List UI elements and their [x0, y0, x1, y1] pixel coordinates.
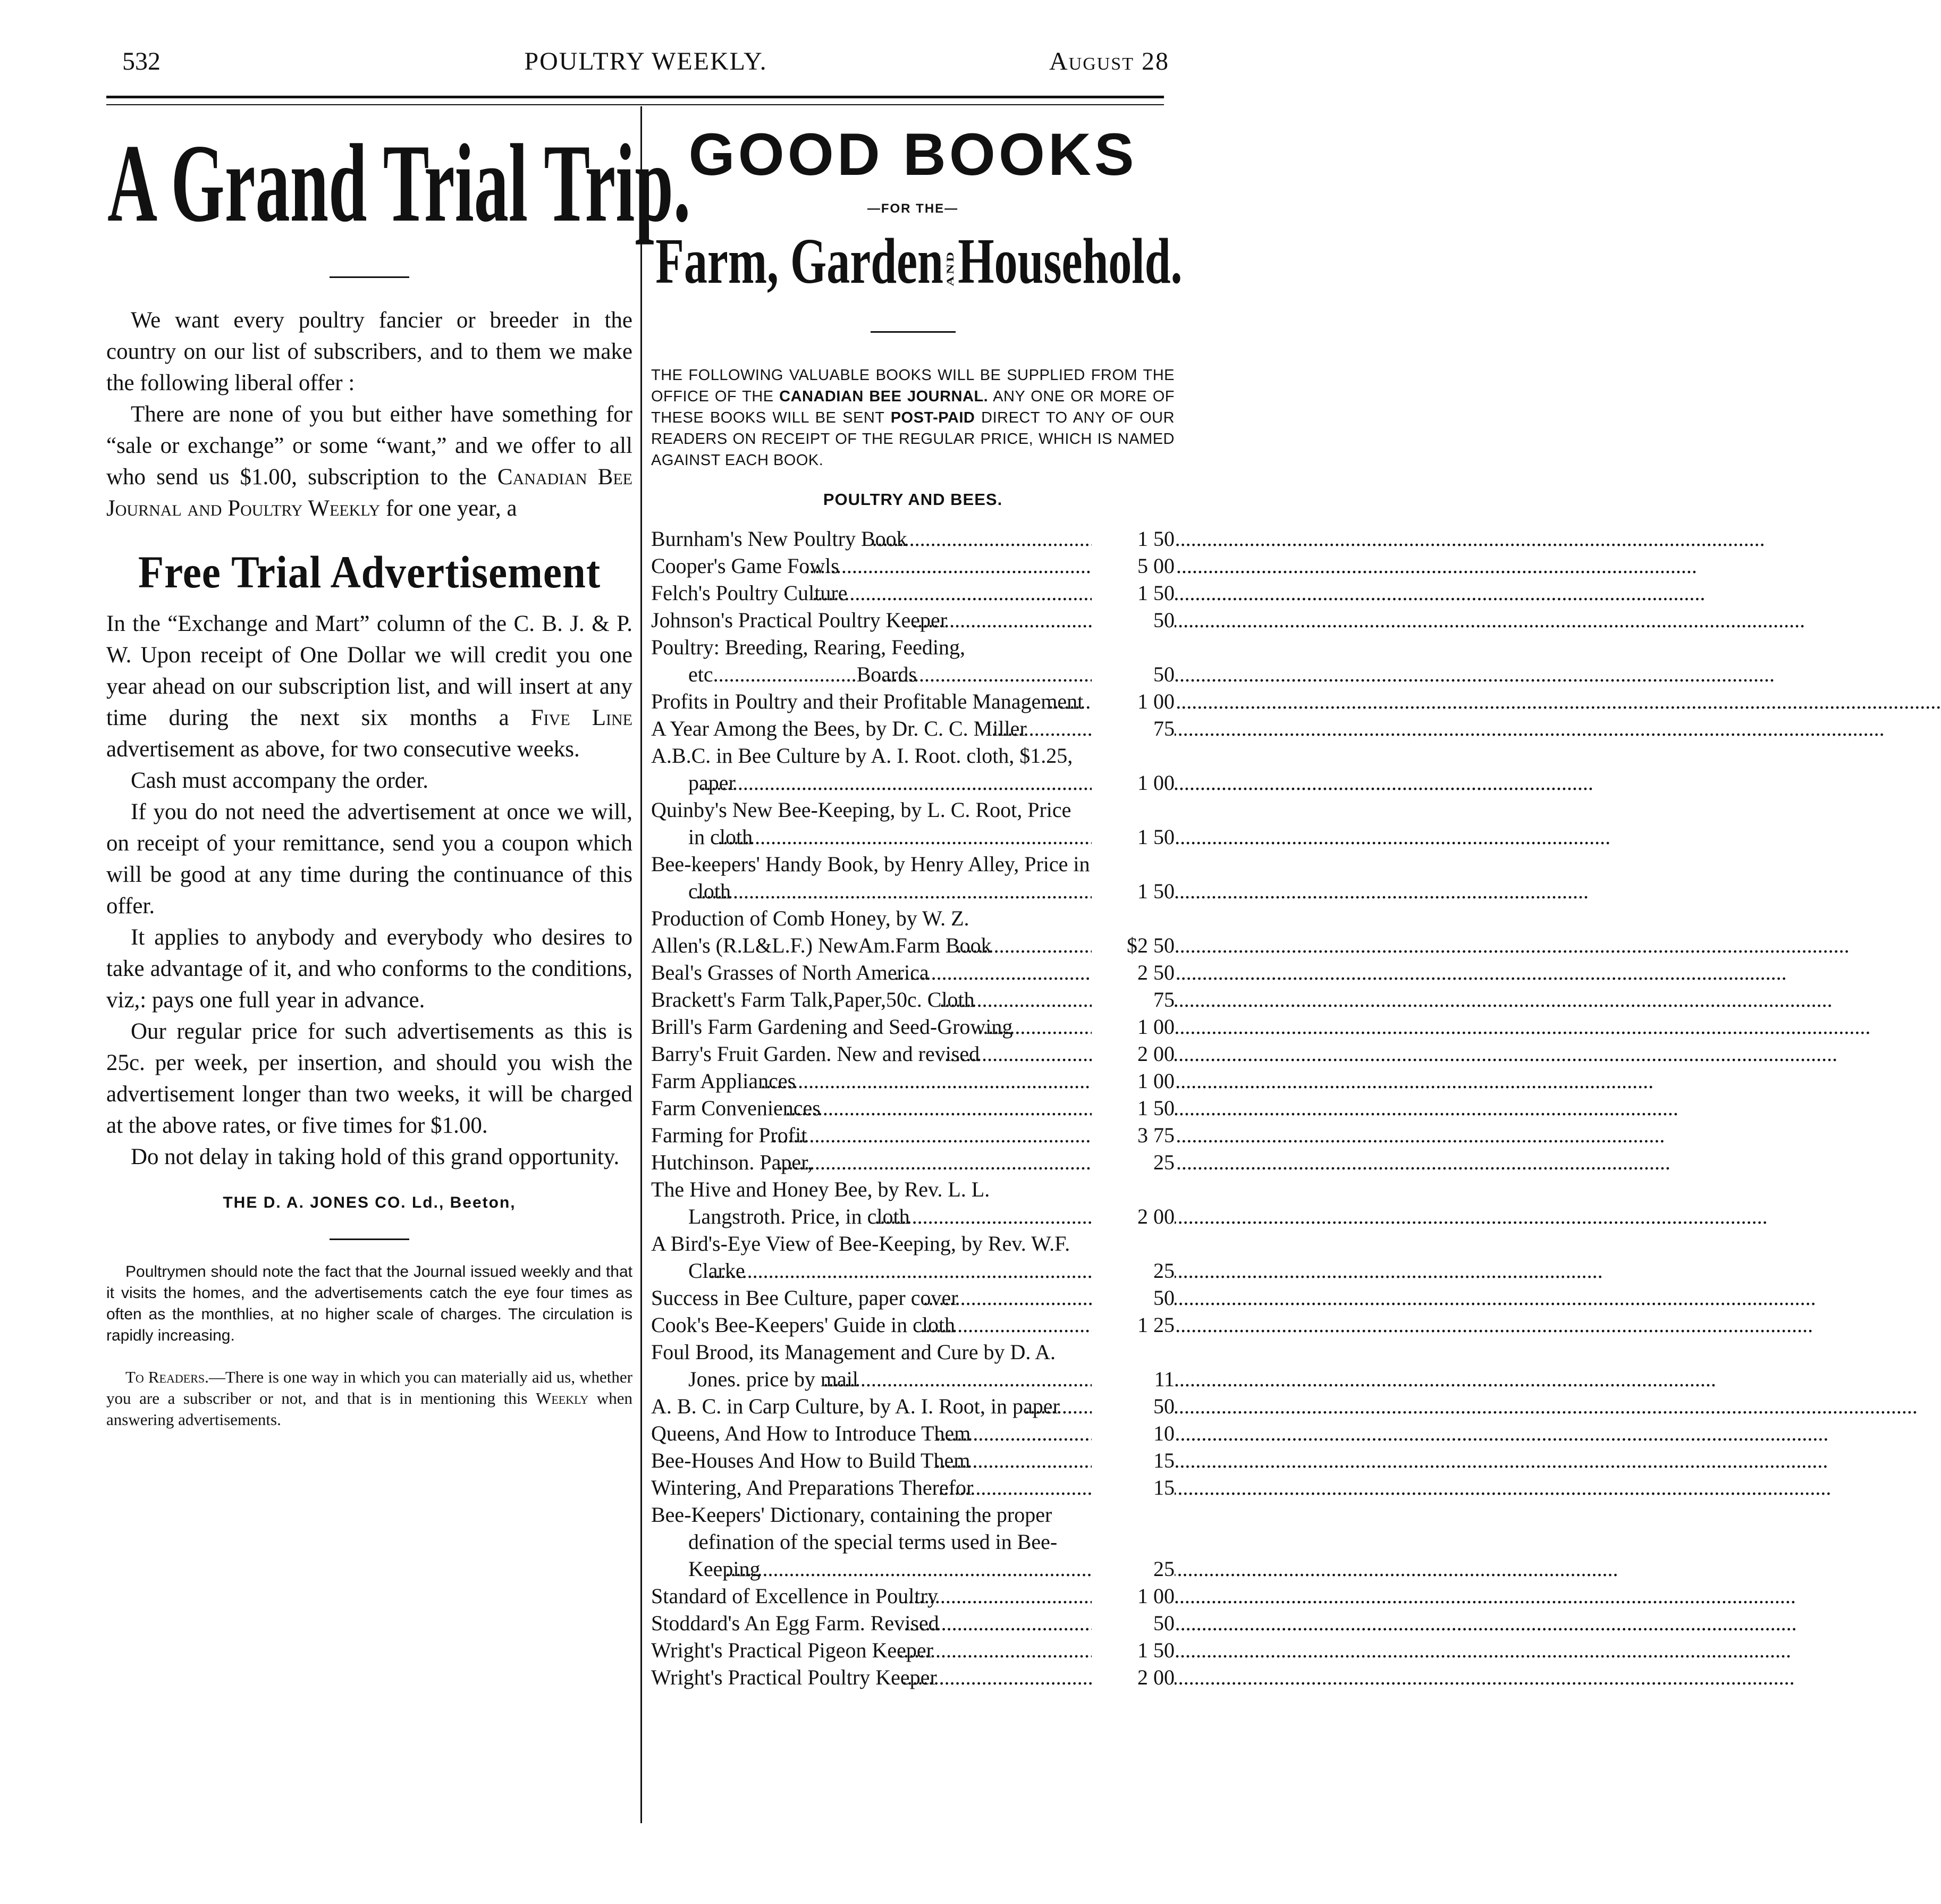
- book-entry: [651, 796, 1175, 850]
- column-divider: [640, 106, 642, 1823]
- book-price: 25: [1092, 1555, 1175, 1582]
- book-price: 1 50: [1092, 1637, 1175, 1664]
- book-entry: [651, 634, 1175, 688]
- book-title: A Bird's-Eye View of Bee-Keeping, by Rev. W.F. Clarke .....: [688, 1230, 1092, 1284]
- book-entry: [651, 1447, 1175, 1474]
- book-entry: [651, 1040, 1175, 1067]
- book-title: Wright's Practical Pigeon Keeper .....: [688, 1637, 1092, 1664]
- book-title: Felch's Poultry Culture .....: [688, 579, 1092, 606]
- book-title: Wintering, And Preparations Therefor .....: [688, 1474, 1092, 1501]
- book-entry: [651, 1176, 1175, 1230]
- coupon-paragraph: If you do not need the advertisement at once we will, on receipt of your remittance, send you a coupon which will be good at any time during the continuance of this offer.: [106, 799, 632, 919]
- book-title: Profits in Poultry and their Profitable Management .....: [688, 688, 1092, 715]
- book-entry: [651, 1311, 1175, 1338]
- book-entry: [651, 525, 1175, 552]
- book-title: Johnson's Practical Poultry Keeper .....: [688, 606, 1092, 634]
- book-title: A.B.C. in Bee Culture by A. I. Root. cloth, $1.25, paper .....: [688, 742, 1092, 796]
- book-price: 50: [1092, 606, 1175, 634]
- book-entry: [651, 959, 1175, 986]
- book-title: Cooper's Game Fowls .....: [688, 552, 1092, 579]
- applies-paragraph: It applies to anybody and everybody who desires to take advantage of it, and who conforms to the conditions, viz,: pays one full year in advance.: [106, 925, 632, 1013]
- book-entry: [651, 1149, 1175, 1176]
- book-price: 50: [1092, 1393, 1175, 1420]
- book-price: 1 25: [1092, 1311, 1175, 1338]
- and-word: AND: [944, 249, 956, 287]
- book-entry: [651, 688, 1175, 715]
- book-title: Beal's Grasses of North America .....: [688, 959, 1092, 986]
- book-title: Barry's Fruit Garden. New and revised .....: [688, 1040, 1092, 1067]
- book-entry: [651, 1013, 1175, 1040]
- book-price: 1 50: [1092, 525, 1175, 552]
- book-entry: [651, 1610, 1175, 1637]
- farm-garden-household-title: Farm, Garden ANDHousehold.: [655, 225, 1183, 297]
- book-title: Brill's Farm Gardening and Seed-Growing .....: [688, 1013, 1092, 1040]
- book-price: 50: [1092, 1610, 1175, 1637]
- book-title: Standard of Excellence in Poultry .....: [688, 1582, 1092, 1610]
- offer-paragraph: We want every poultry fancier or breeder in the country on our list of subscribers, and to them we make the following liberal offer :: [106, 308, 632, 395]
- book-title: A Year Among the Bees, by Dr. C. C. Miller .....: [688, 715, 1092, 742]
- trial-trip-title: A Grand Trial Trip.: [107, 122, 691, 245]
- book-price: 75: [1092, 715, 1175, 742]
- book-price: 15: [1092, 1474, 1175, 1501]
- for-the-label: —FOR THE—: [867, 201, 959, 216]
- trial-trip-column: [106, 122, 691, 1430]
- poultry-bees-heading: POULTRY AND BEES.: [823, 490, 1003, 509]
- delay-paragraph: Do not delay in taking hold of this grand opportunity.: [131, 1144, 620, 1169]
- book-entry: [651, 1393, 1175, 1420]
- book-title: Bee-Keepers' Dictionary, containing the proper defination of the special terms used in Bee-Keeping .....: [688, 1501, 1092, 1582]
- book-entry: [651, 1501, 1175, 1582]
- book-price: 25: [1092, 1149, 1175, 1176]
- book-price: 2 50: [1092, 959, 1175, 986]
- book-title: Brackett's Farm Talk,Paper,50c. Cloth .....: [688, 986, 1092, 1013]
- issue-date: August 28: [1049, 47, 1169, 75]
- book-price: 10: [1092, 1420, 1175, 1447]
- book-price: 3 75: [1092, 1122, 1175, 1149]
- book-entry: [651, 1582, 1175, 1610]
- exchange-paragraph: There are none of you but either have something for “sale or exchange” or some “want,” and we offer to all who send us $1.00, subscription to the Canadian Bee Journal and Poultry Weekly for one year, a: [106, 402, 632, 521]
- good-books-heading: GOOD BOOKS: [688, 121, 1137, 188]
- price-paragraph: Our regular price for such advertisements as this is 25c. per week, per insertion, and should you wish the advertisement longer than two weeks, it will be charged at the above rates, or five times for $1.00.: [106, 1019, 632, 1138]
- book-entry: [651, 1420, 1175, 1447]
- header-rule: [106, 96, 1164, 98]
- page-number: 532: [122, 47, 161, 75]
- book-title: Burnham's New Poultry Book .....: [688, 525, 1092, 552]
- book-title: The Hive and Honey Bee, by Rev. L. L. Langstroth. Price, in cloth .....: [688, 1176, 1092, 1230]
- book-price: 1 50: [1092, 579, 1175, 606]
- book-price: 1 00: [1092, 1067, 1175, 1094]
- header-rule-thin: [106, 104, 1164, 105]
- book-title: Poultry: Breeding, Rearing, Feeding, etc...........................Boards .....: [688, 634, 1092, 688]
- book-entry: [651, 932, 1175, 959]
- book-title: A. B. C. in Carp Culture, by A. I. Root, in paper .....: [688, 1393, 1092, 1420]
- readers-note: To Readers.—There is one way in which you can materially aid us, whether you are a subscriber or not, and that is in mentioning this Weekly when answering advertisements.: [106, 1368, 633, 1429]
- five-line-text: Five Line: [530, 705, 632, 730]
- book-title: Farm Conveniences .....: [688, 1094, 1092, 1122]
- book-price: 2 00: [1092, 1203, 1175, 1230]
- book-price: 11: [1092, 1366, 1175, 1393]
- free-trial-heading: Free Trial Advertisement: [138, 546, 601, 597]
- section-rule: [871, 331, 956, 333]
- book-price: 5 00: [1092, 552, 1175, 579]
- book-title: Bee-Houses And How to Build Them .....: [688, 1447, 1092, 1474]
- book-title: Farming for Profit .....: [688, 1122, 1092, 1149]
- book-price: 25: [1092, 1257, 1175, 1284]
- exchange-mart-paragraph: In the “Exchange and Mart” column of the C. B. J. & P. W. Upon receipt of One Dollar we will credit you one year ahead on our subscription list, and will insert at any time during the next six months a Five Line advertisement as above, for two consecutive weeks.: [106, 611, 632, 762]
- signature: THE D. A. JONES CO. Ld., Beeton,: [223, 1194, 516, 1211]
- book-entry: [651, 1284, 1175, 1311]
- book-title: Hutchinson. Paper, .....: [688, 1149, 1092, 1176]
- book-title: Wright's Practical Poultry Keeper .....: [688, 1664, 1092, 1691]
- journal-title: POULTRY WEEKLY.: [524, 47, 767, 75]
- book-entry: [651, 850, 1175, 905]
- book-entry: [651, 715, 1175, 742]
- book-title: Quinby's New Bee-Keeping, by L. C. Root, Price in cloth .....: [688, 796, 1092, 850]
- book-entry: [651, 1094, 1175, 1122]
- book-entry: [651, 1664, 1175, 1691]
- book-price: 2 00: [1092, 1664, 1175, 1691]
- book-price: 50: [1092, 661, 1175, 688]
- book-entry: [651, 1474, 1175, 1501]
- book-entry: [651, 1338, 1175, 1393]
- book-price: 1 00: [1092, 688, 1175, 715]
- book-entry: [651, 552, 1175, 579]
- book-title: Foul Brood, its Management and Cure by D. A. Jones. price by mail .....: [688, 1338, 1092, 1393]
- book-price: 15: [1092, 1447, 1175, 1474]
- running-header: [122, 47, 1169, 84]
- book-title: Allen's (R.L&L.F.) NewAm.Farm Book .....: [688, 932, 1092, 959]
- book-entry: [651, 1067, 1175, 1094]
- book-price: 1 00: [1092, 769, 1175, 796]
- section-rule: [330, 276, 409, 278]
- book-price: 1 50: [1092, 1094, 1175, 1122]
- good-books-column: [651, 114, 1183, 1691]
- cash-paragraph: Cash must accompany the order.: [131, 768, 429, 793]
- book-entry: [651, 1230, 1175, 1284]
- book-price: 75: [1092, 986, 1175, 1013]
- book-entry: [651, 986, 1175, 1013]
- book-title: Queens, And How to Introduce Them .....: [688, 1420, 1092, 1447]
- book-title: Success in Bee Culture, paper cover .....: [688, 1284, 1092, 1311]
- book-price: 1 50: [1092, 878, 1175, 905]
- book-title: Bee-keepers' Handy Book, by Henry Alley, Price in cloth .....: [688, 850, 1092, 905]
- book-entry: [651, 742, 1175, 796]
- book-title: Production of Comb Honey, by W. Z.: [651, 906, 969, 930]
- book-price: $2 50: [1092, 932, 1175, 959]
- book-price: 1 00: [1092, 1013, 1175, 1040]
- book-title: Cook's Bee-Keepers' Guide in cloth .....: [688, 1311, 1092, 1338]
- book-price: 2 00: [1092, 1040, 1175, 1067]
- book-list: [651, 525, 1175, 1691]
- journal-name: Canadian Bee Journal and Poultry Weekly: [106, 465, 632, 521]
- book-title: Stoddard's An Egg Farm. Revised .....: [688, 1610, 1092, 1637]
- book-price: 50: [1092, 1284, 1175, 1311]
- section-rule: [330, 1239, 409, 1240]
- book-title: Farm Appliances .....: [688, 1067, 1092, 1094]
- book-entry: [651, 1637, 1175, 1664]
- book-entry: [651, 905, 1175, 932]
- book-entry: [651, 579, 1175, 606]
- books-notice: THE FOLLOWING VALUABLE BOOKS WILL BE SUPPLIED FROM THE OFFICE OF THE CANADIAN BEE JOURNAL. ANY ONE OR MORE OF THESE BOOKS WILL BE SENT POST-PAID DIRECT TO ANY OF OUR READERS ON RECEIPT OF THE REGULAR PRICE, WHICH IS NAMED AGAINST EACH BOOK.: [651, 367, 1175, 469]
- book-entry: [651, 606, 1175, 634]
- book-price: 1 00: [1092, 1582, 1175, 1610]
- poultrymen-note: Poultrymen should note the fact that the Journal issued weekly and that it visits the homes, and the advertisements catch the eye four times as often as the monthlies, at no higher scale of charges. The circulation is rapidly increasing.: [106, 1263, 632, 1344]
- book-entry: [651, 1122, 1175, 1149]
- book-price: 1 50: [1092, 823, 1175, 850]
